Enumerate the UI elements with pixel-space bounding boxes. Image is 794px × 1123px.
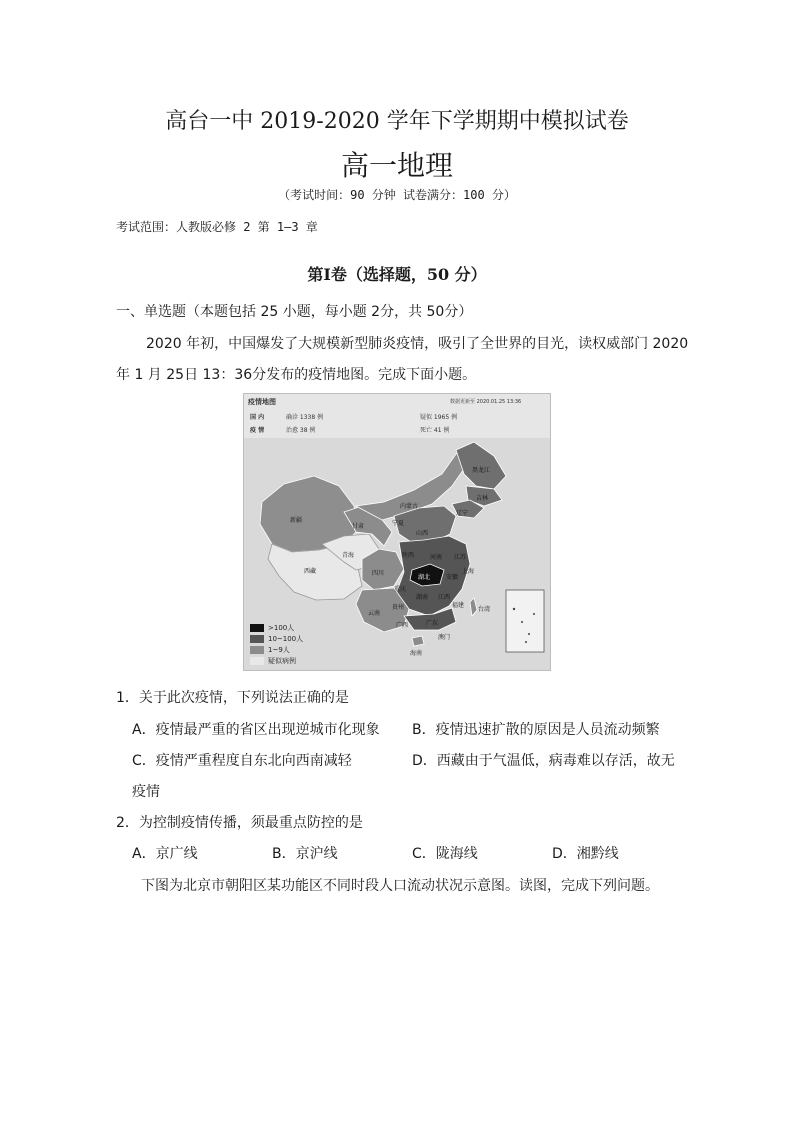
legend-swatch	[250, 635, 264, 643]
label-liaoning: 辽宁	[456, 510, 469, 517]
label-hunan: 湖南	[416, 594, 429, 601]
question-1-option-d[interactable]: D．西藏由于气温低，病毒难以存活，故无	[412, 753, 675, 769]
label-anhui: 安徽	[446, 574, 459, 581]
legend-label: 1~9人	[268, 645, 290, 654]
epidemic-map-figure	[243, 393, 551, 671]
legend-swatch	[250, 657, 264, 665]
intro-line-2: 年 1 月 25日 13：36分发布的疫情地图。完成下面小题。	[116, 367, 477, 383]
label-hubei: 湖北	[418, 574, 431, 581]
subject-title: 高一地理	[340, 149, 453, 182]
label-xinjiang: 新疆	[290, 517, 303, 524]
label-guizhou: 贵州	[392, 604, 405, 611]
label-ningxia: 宁夏	[392, 520, 405, 527]
stat-suspected: 疑似 1965 例	[420, 414, 458, 421]
label-jiangsu: 江苏	[454, 554, 467, 561]
label-jilin: 吉林	[476, 495, 489, 502]
label-taiwan: 台湾	[478, 606, 491, 613]
legend-swatch	[250, 646, 264, 654]
map-header-title: 疫情地图	[248, 398, 276, 406]
question-1-stem: 1．关于此次疫情，下列说法正确的是	[116, 690, 349, 706]
legend-swatch	[250, 624, 264, 632]
label-xizang: 西藏	[304, 568, 317, 575]
section-heading: 一、单选题（本题包括 25 小题，每小题 2分，共 50分）	[116, 304, 473, 320]
label-shanxi: 山西	[416, 530, 429, 537]
map-header-date: 数据更新至 2020.01.25 13:36	[450, 399, 522, 405]
question-2-option-c[interactable]: C．陇海线	[412, 846, 478, 862]
label-jiangxi: 江西	[438, 594, 451, 601]
label-hainan: 海南	[410, 650, 423, 657]
legend-label: >100人	[268, 623, 295, 632]
question-1-option-a[interactable]: A．疫情最严重的省区出现逆城市化现象	[132, 722, 380, 738]
legend-item-10-100	[250, 634, 303, 643]
question-1-option-c[interactable]: C．疫情严重程度自东北向西南减轻	[132, 753, 352, 769]
exam-title: 高台一中 2019-2020 学年下学期期中模拟试卷	[165, 109, 629, 134]
label-sichuan: 四川	[372, 570, 385, 577]
label-neimenggu: 内蒙古	[400, 503, 419, 510]
legend-item-suspected	[250, 656, 296, 665]
label-henan: 河南	[430, 554, 443, 561]
legend-label: 疑似病例	[268, 656, 296, 665]
next-section-intro: 下图为北京市朝阳区某功能区不同时段人口流动状况示意图。读图，完成下列问题。	[141, 878, 659, 894]
question-2-option-a[interactable]: A．京广线	[132, 846, 198, 862]
part-heading: 第Ⅰ卷（选择题，50 分）	[307, 265, 487, 284]
legend-label: 10~100人	[268, 634, 304, 643]
stat-dead: 死亡 41 例	[420, 427, 450, 434]
label-shanghai: 上海	[462, 568, 475, 575]
label-shaanxi: 陕西	[402, 552, 415, 559]
stat-cured: 治愈 38 例	[286, 427, 316, 434]
province-taiwan	[470, 598, 477, 616]
legend-item-over-100	[250, 623, 294, 632]
label-chongqing: 重庆	[394, 586, 407, 593]
label-gansu: 甘肃	[352, 523, 365, 530]
label-aomen: 澳门	[438, 634, 451, 641]
south-sea-inset	[506, 590, 544, 652]
legend-item-1-9	[250, 645, 290, 654]
label-guangxi: 广西	[396, 622, 409, 629]
stat-confirmed: 确诊 1338 例	[286, 414, 324, 421]
question-2-stem: 2．为控制疫情传播，须最重点防控的是	[116, 815, 363, 831]
intro-line-1: 2020 年初，中国爆发了大规模新型肺炎疫情，吸引了全世界的目光，读权威部门 2020	[146, 336, 689, 352]
province-hainan	[412, 636, 424, 646]
question-1-option-d-cont: 疫情	[132, 784, 160, 800]
label-yunnan: 云南	[368, 610, 381, 617]
exam-time-note: （考试时间：90 分钟 试卷满分：100 分）	[278, 188, 516, 202]
question-1-option-b[interactable]: B．疫情迅速扩散的原因是人员流动频繁	[412, 722, 660, 738]
label-heilongjiang: 黑龙江	[472, 467, 491, 474]
exam-scope: 考试范围：人教版必修 2 第 1—3 章	[116, 220, 318, 234]
map-row2-label: 疫 情	[250, 427, 265, 434]
label-qinghai: 青海	[342, 552, 355, 559]
label-fujian: 福建	[452, 602, 465, 609]
label-guangdong: 广东	[426, 620, 439, 627]
map-row1-label: 国 内	[250, 414, 265, 421]
question-2-option-b[interactable]: B．京沪线	[272, 846, 338, 862]
question-2-option-d[interactable]: D．湘黔线	[552, 846, 619, 862]
